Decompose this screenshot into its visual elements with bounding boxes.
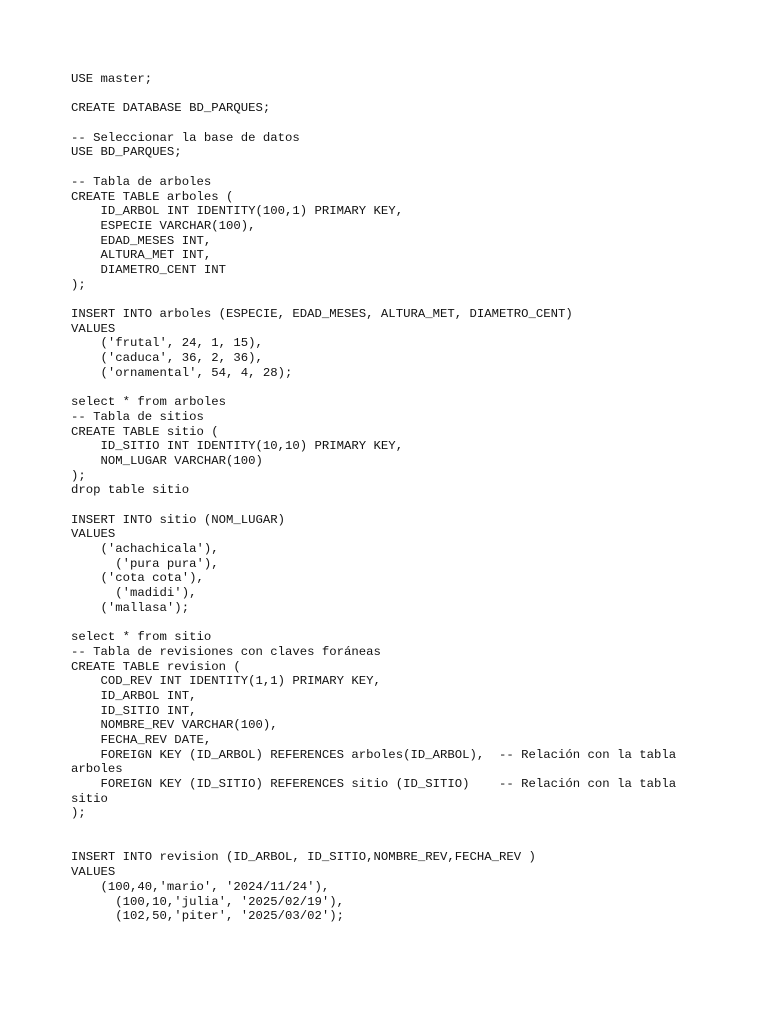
code-line: USE master;: [71, 72, 153, 86]
code-line: ESPECIE VARCHAR(100),: [71, 218, 256, 233]
code-line: INSERT INTO sitio (NOM_LUGAR): [71, 512, 286, 527]
code-line: select * from arboles: [71, 395, 226, 410]
code-line: [71, 292, 761, 307]
code-line: [71, 836, 761, 851]
code-line: );: [71, 468, 86, 483]
code-line: sitio: [71, 791, 108, 806]
code-line: ('ornamental', 54, 4, 28);: [71, 365, 293, 380]
sql-script-body: [71, 72, 761, 924]
code-line: ALTURA_MET INT,: [71, 248, 212, 263]
code-line: [71, 615, 761, 630]
code-line: COD_REV INT IDENTITY(1,1) PRIMARY KEY,: [71, 674, 381, 689]
code-line: FOREIGN KEY (ID_ARBOL) REFERENCES arboles(ID_ARBOL), -- Relación con la tabla: [71, 747, 677, 762]
code-line: DIAMETRO_CENT INT: [71, 262, 226, 277]
code-line: ('frutal', 24, 1, 15),: [71, 336, 263, 351]
code-line: [71, 380, 761, 395]
code-line: ID_SITIO INT,: [71, 703, 197, 718]
code-line: VALUES: [71, 865, 116, 880]
code-line: CREATE TABLE sitio (: [71, 424, 219, 439]
code-line: FOREIGN KEY (ID_SITIO) REFERENCES sitio (ID_SITIO) -- Relación con la tabla: [71, 777, 677, 791]
code-line: FECHA_REV DATE,: [71, 732, 212, 747]
code-line: VALUES: [71, 321, 116, 336]
code-line: CREATE DATABASE BD_PARQUES;: [71, 101, 271, 116]
code-line: ('pura pura'),: [71, 556, 219, 571]
code-line: (102,50,'piter', '2025/03/02');: [71, 909, 345, 924]
code-line: [71, 160, 761, 175]
code-line: CREATE TABLE arboles (: [71, 189, 234, 204]
code-line: ('madidi'),: [71, 586, 197, 601]
code-line: arboles: [71, 762, 123, 777]
code-line: ('caduca', 36, 2, 36),: [71, 351, 263, 366]
code-line: ID_SITIO INT IDENTITY(10,10) PRIMARY KEY,: [71, 439, 404, 454]
code-line: drop table sitio: [71, 483, 190, 498]
code-line: -- Tabla de revisiones con claves foráneas: [71, 644, 381, 659]
code-line: INSERT INTO arboles (ESPECIE, EDAD_MESES, ALTURA_MET, DIAMETRO_CENT): [71, 307, 573, 321]
code-line: [71, 498, 761, 513]
code-line: EDAD_MESES INT,: [71, 233, 212, 248]
code-line: (100,40,'mario', '2024/11/24'),: [71, 879, 330, 894]
code-line: [71, 116, 761, 131]
code-line: USE BD_PARQUES;: [71, 145, 182, 160]
code-line: ('achachicala'),: [71, 542, 219, 556]
code-line: -- Seleccionar la base de datos: [71, 130, 300, 145]
code-line: );: [71, 806, 86, 821]
code-line: NOM_LUGAR VARCHAR(100): [71, 453, 263, 468]
code-line: INSERT INTO revision (ID_ARBOL, ID_SITIO,NOMBRE_REV,FECHA_REV ): [71, 850, 536, 865]
code-line: CREATE TABLE revision (: [71, 659, 241, 674]
code-line: [71, 821, 761, 836]
code-line: ('mallasa');: [71, 600, 190, 615]
code-line: );: [71, 277, 86, 292]
code-line: (100,10,'julia', '2025/02/19'),: [71, 894, 345, 909]
code-line: VALUES: [71, 527, 116, 542]
code-line: -- Tabla de sitios: [71, 409, 204, 424]
code-line: [71, 87, 761, 102]
code-line: select * from sitio: [71, 630, 212, 645]
code-line: ID_ARBOL INT,: [71, 688, 197, 703]
code-line: -- Tabla de arboles: [71, 174, 212, 189]
code-line: ('cota cota'),: [71, 571, 204, 586]
code-line: NOMBRE_REV VARCHAR(100),: [71, 718, 278, 733]
code-line: ID_ARBOL INT IDENTITY(100,1) PRIMARY KEY,: [71, 204, 404, 219]
